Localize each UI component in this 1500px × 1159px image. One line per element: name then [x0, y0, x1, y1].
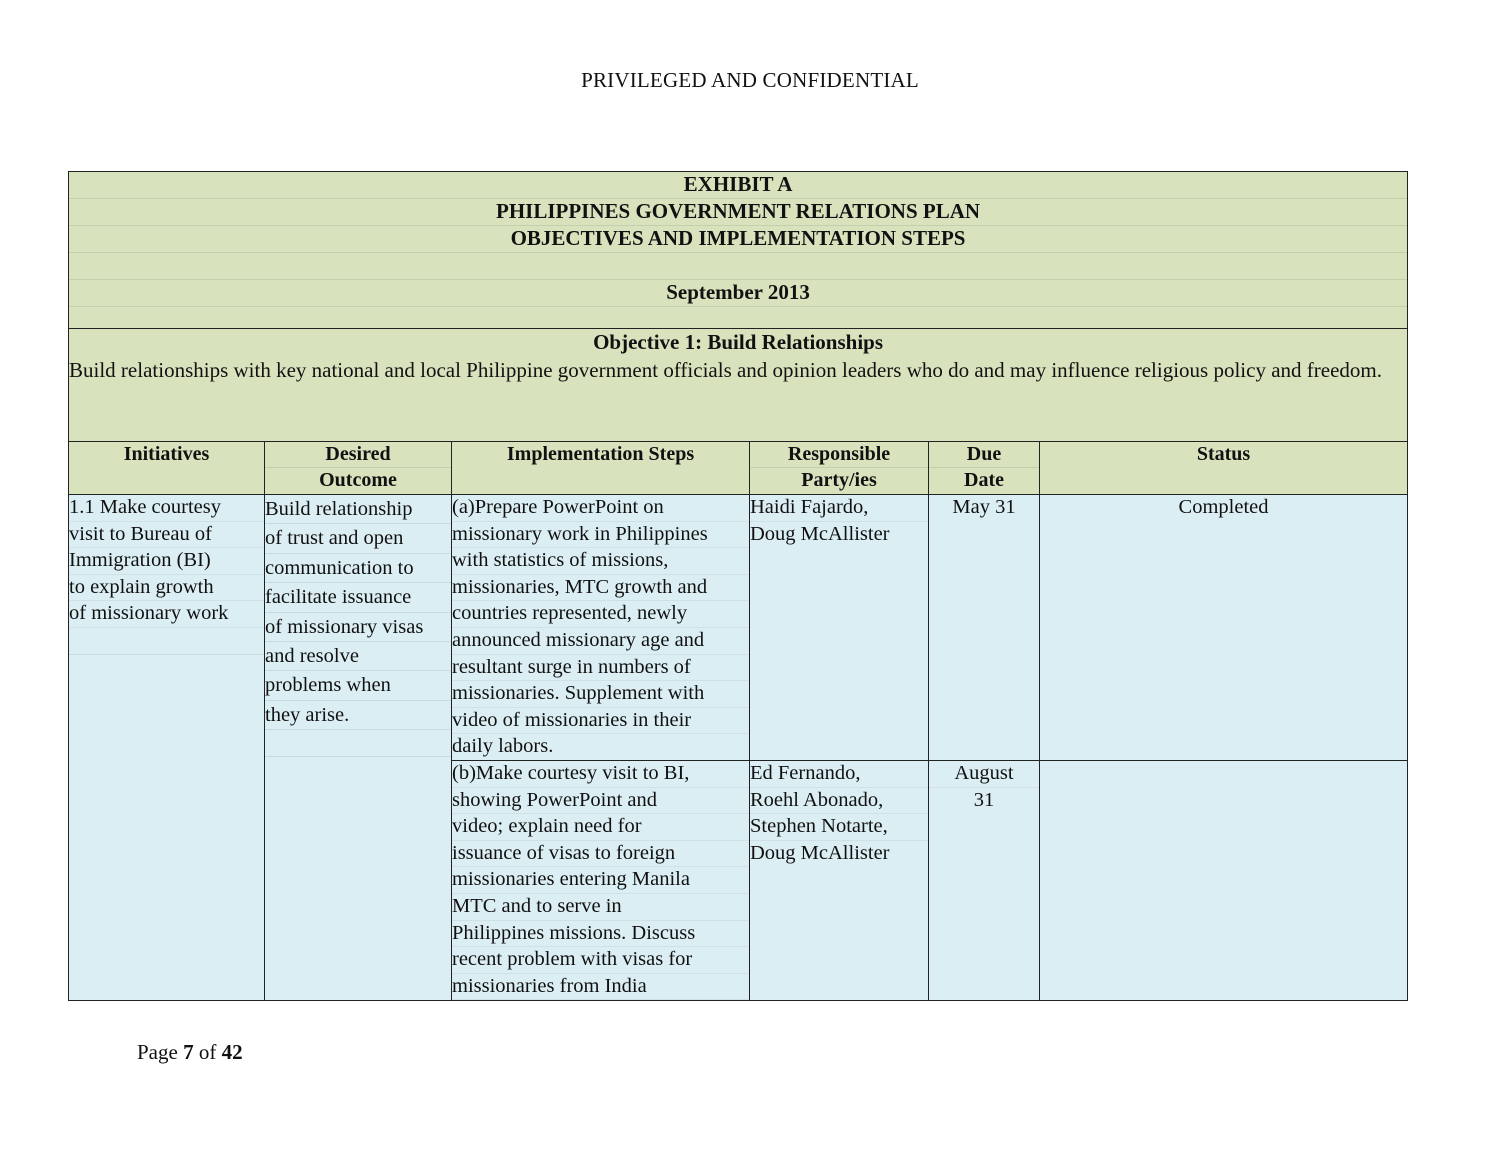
text-line: 1.1 Make courtesy	[69, 495, 264, 522]
page-prefix: Page	[137, 1040, 178, 1064]
text-line: problems when	[265, 671, 451, 700]
page-total: 42	[221, 1040, 243, 1064]
step-text	[452, 495, 749, 760]
column-header-due-date	[929, 442, 1040, 495]
text-line: they arise.	[265, 701, 451, 730]
blank-line	[265, 730, 451, 757]
text-line: Build relationship	[265, 495, 451, 524]
column-header-desired-outcome	[265, 442, 452, 495]
text-line: Doug McAllister	[750, 841, 890, 864]
status-step-b	[1040, 760, 1408, 1000]
initiative-cell	[69, 495, 265, 1001]
text-line: of missionary work	[69, 601, 264, 628]
text-line: MTC and to serve in	[452, 894, 749, 921]
column-header-responsible	[750, 442, 929, 495]
text-line: missionaries, MTC growth and	[452, 575, 749, 602]
confidentiality-header: PRIVILEGED AND CONFIDENTIAL	[581, 68, 919, 92]
responsible-step-a	[750, 495, 929, 761]
text-line: Stephen Notarte,	[750, 814, 928, 841]
text-line: showing PowerPoint and	[452, 788, 749, 815]
page-number	[137, 1040, 243, 1065]
text-line: of trust and open	[265, 524, 451, 553]
text-line: missionary work in Philippines	[452, 522, 749, 549]
header-text: Status	[1196, 443, 1251, 465]
text-line: daily labors.	[452, 735, 554, 758]
text-line: to explain growth	[69, 575, 264, 602]
responsible-step-b	[750, 760, 929, 1000]
status-step-a	[1040, 495, 1408, 761]
text-line: recent problem with visas for	[452, 947, 749, 974]
desired-outcome-text	[265, 495, 451, 730]
header-text: Initiatives	[123, 443, 210, 465]
text-line: with statistics of missions,	[452, 548, 749, 575]
header-text: Implementation Steps	[506, 443, 695, 465]
text-line: video; explain need for	[452, 814, 749, 841]
blank-line	[69, 628, 264, 655]
column-header-status	[1040, 442, 1408, 495]
exhibit-label: EXHIBIT A	[69, 172, 1407, 199]
plan-subtitle: OBJECTIVES AND IMPLEMENTATION STEPS	[69, 226, 1407, 253]
text-line: Philippines missions. Discuss	[452, 921, 749, 948]
blank-line	[69, 253, 1407, 280]
plan-date: September 2013	[69, 280, 1407, 307]
text-line: resultant surge in numbers of	[452, 655, 749, 682]
text-line: August	[929, 761, 1039, 788]
text-line: May 31	[952, 496, 1016, 518]
text-line: communication to	[265, 554, 451, 583]
status-text	[1040, 495, 1407, 521]
text-line: and resolve	[265, 642, 451, 671]
objective-description: Build relationships with key national and local Philippine government officials and opinion leaders who do and may influence religious policy and freedom.	[69, 358, 1382, 382]
text-line: missionaries. Supplement with	[452, 681, 749, 708]
due-text	[929, 761, 1039, 813]
implementation-step-b	[452, 760, 750, 1000]
exhibit-title-block	[69, 172, 1408, 329]
desired-outcome-cell	[265, 495, 452, 1001]
step-text	[452, 761, 749, 1000]
due-date-step-a	[929, 495, 1040, 761]
header-text: Date	[964, 469, 1004, 491]
text-line: Roehl Abonado,	[750, 788, 928, 815]
column-header-implementation-steps	[452, 442, 750, 495]
text-line: Immigration (BI)	[69, 548, 264, 575]
text-line: announced missionary age and	[452, 628, 749, 655]
objective-block	[69, 329, 1408, 442]
initiative-text	[69, 495, 264, 628]
text-line: Doug McAllister	[750, 522, 890, 545]
plan-name: PHILIPPINES GOVERNMENT RELATIONS PLAN	[69, 199, 1407, 226]
responsible-text	[750, 495, 928, 547]
government-relations-plan-table	[68, 171, 1408, 1001]
header-text: Outcome	[319, 469, 397, 491]
text-line: video of missionaries in their	[452, 708, 749, 735]
header-text: Responsible	[750, 442, 928, 468]
header-text: Due	[929, 442, 1039, 468]
text-line: missionaries entering Manila	[452, 867, 749, 894]
header-text: Party/ies	[801, 469, 877, 491]
implementation-step-a	[452, 495, 750, 761]
text-line: (b)Make courtesy visit to BI,	[452, 761, 749, 788]
text-line: Ed Fernando,	[750, 761, 928, 788]
text-line: 31	[973, 788, 995, 811]
text-line: of missionary visas	[265, 613, 451, 642]
text-line: Haidi Fajardo,	[750, 495, 928, 522]
text-line: missionaries from India	[452, 974, 749, 1001]
column-header-initiatives	[69, 442, 265, 495]
page-of: of	[198, 1040, 217, 1064]
responsible-text	[750, 761, 928, 866]
due-date-step-b	[929, 760, 1040, 1000]
text-line: issuance of visas to foreign	[452, 841, 749, 868]
objective-heading: Objective 1: Build Relationships	[593, 330, 884, 354]
page-current: 7	[183, 1040, 194, 1064]
text-line: (a)Prepare PowerPoint on	[452, 495, 749, 522]
text-line: facilitate issuance	[265, 583, 451, 612]
header-text: Desired	[265, 442, 451, 468]
due-text	[929, 495, 1039, 521]
text-line: Completed	[1178, 496, 1269, 518]
text-line: countries represented, newly	[452, 601, 749, 628]
text-line: visit to Bureau of	[69, 522, 264, 549]
